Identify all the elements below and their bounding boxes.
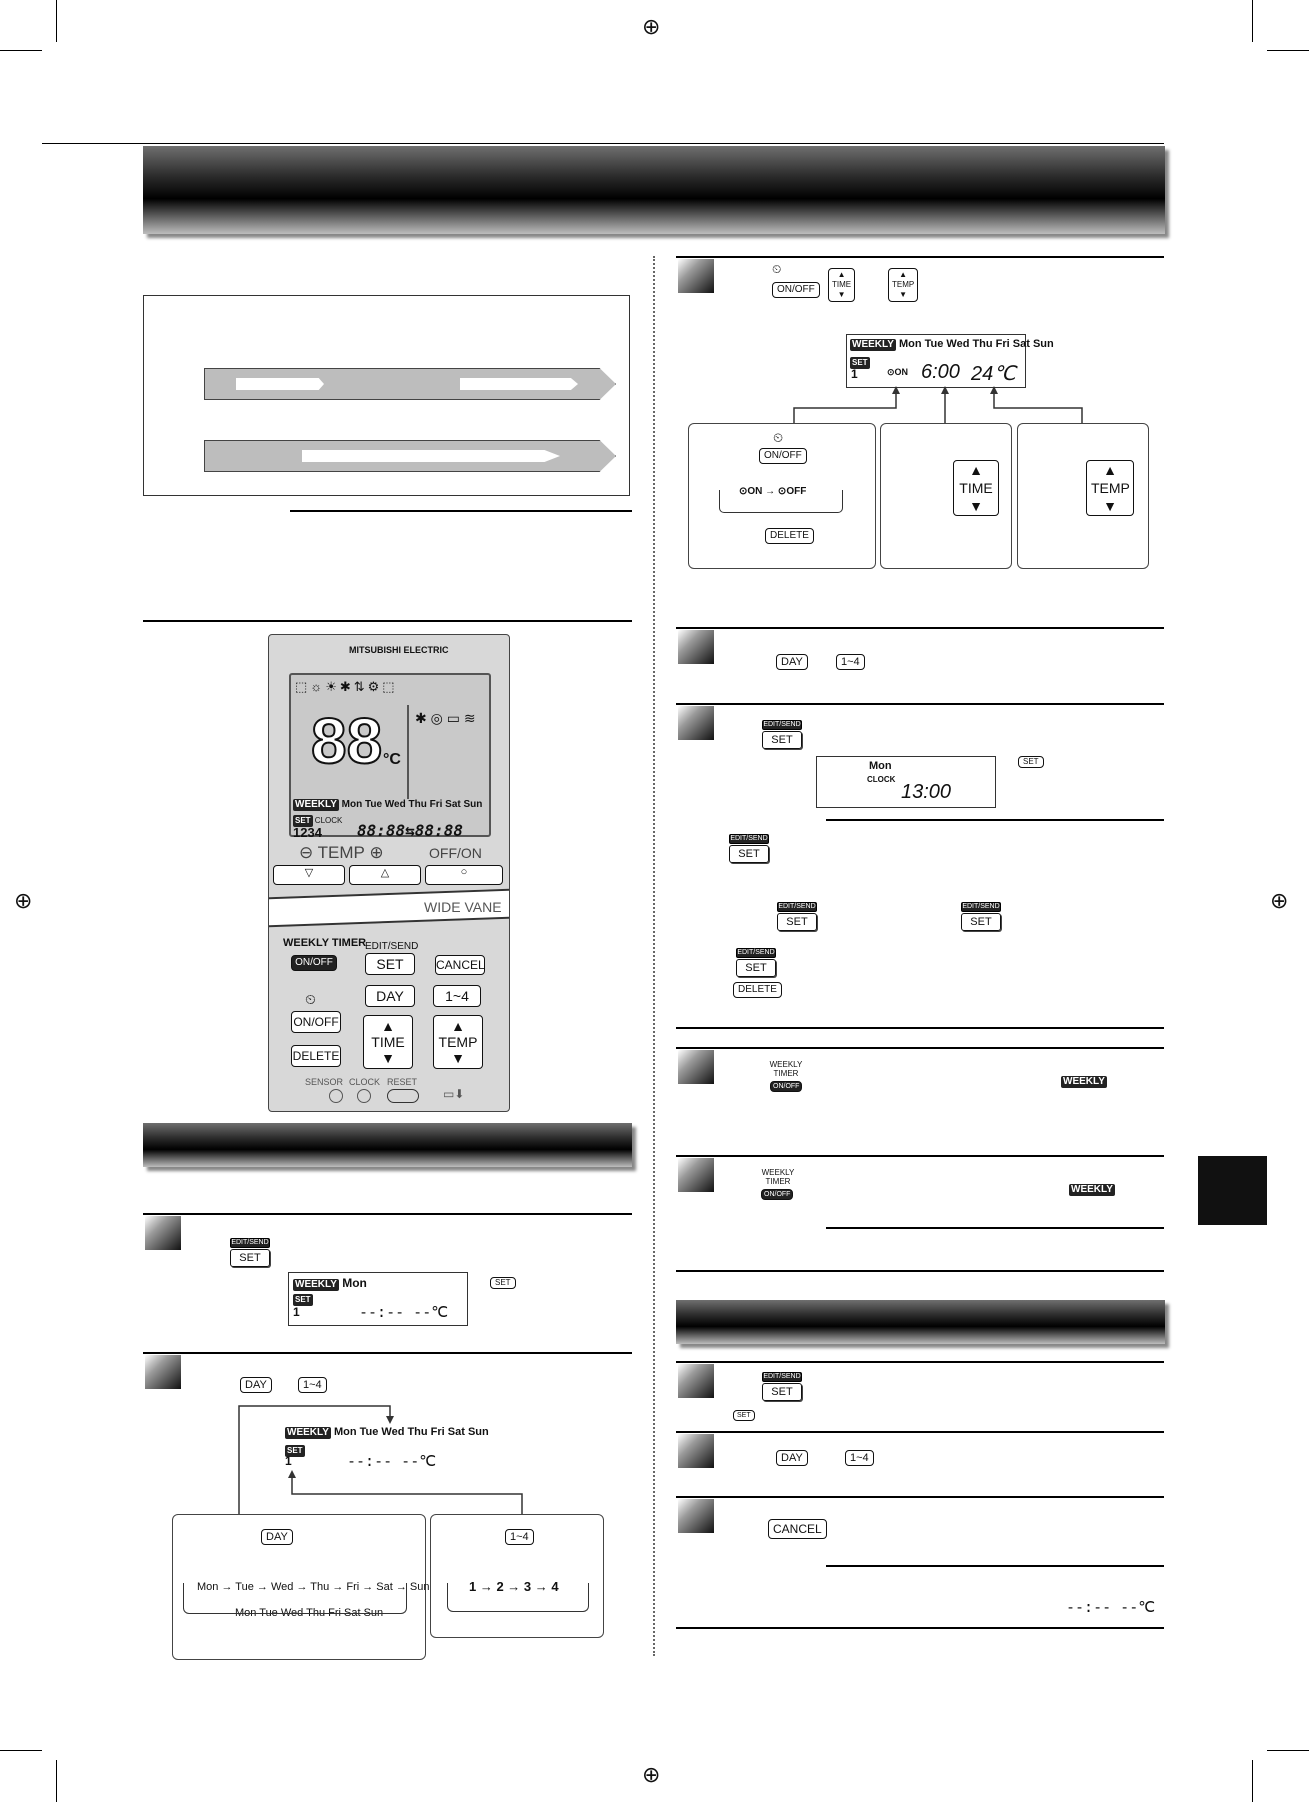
remote-lcd [289, 673, 491, 840]
lcd-set-badge: SET [295, 1295, 311, 1304]
lcd-value: --:-- --℃ [347, 1452, 437, 1470]
step-marker [678, 706, 714, 740]
step-marker [145, 1216, 181, 1250]
down-arrow-icon: ▼ [451, 1050, 465, 1066]
lcd-set-badge: SET [852, 358, 868, 367]
lcd-set-badge: SET [287, 1446, 303, 1455]
cycle-loop [183, 1583, 407, 1614]
section-rule [143, 620, 632, 622]
note-rule [826, 819, 1164, 821]
battery-icon: ▭⬇ [443, 1087, 465, 1101]
registration-mark: ⊕ [642, 1762, 661, 1787]
crop-mark [0, 50, 42, 51]
schedule-segment [460, 378, 578, 390]
lcd-number: 1 [293, 1305, 300, 1319]
lcd-days: Mon Tue Wed Thu Fri Sat Sun [898, 338, 1054, 350]
one-four-button[interactable]: 1~4 [298, 1377, 327, 1393]
offon-label: OFF/ON [429, 845, 482, 861]
crop-mark [56, 1760, 57, 1802]
edit-send-label: EDIT/SEND [763, 1373, 801, 1380]
set-button[interactable] [729, 834, 769, 864]
lcd-on: ⊙ON [887, 367, 909, 377]
page-header-band [143, 146, 1165, 234]
weekly-timer-onoff-button[interactable]: ON/OFF [761, 1189, 793, 1200]
registration-mark: ⊕ [1270, 888, 1289, 913]
set-button[interactable]: SET [365, 953, 415, 975]
edit-send-label: EDIT/SEND [737, 949, 775, 956]
weekly-badge: WEEKLY [1063, 1076, 1105, 1087]
lcd-day: Mon [342, 1276, 367, 1290]
day-cycle: Mon → Tue → Wed → Thu → Fri → Sat → Sun [197, 1581, 430, 1593]
set-button[interactable] [736, 948, 776, 978]
note-rule [826, 1227, 1164, 1229]
temp-button[interactable]: ▲ TEMP ▼ [888, 268, 918, 302]
delete-button[interactable]: DELETE [733, 982, 782, 998]
remote-controller [268, 634, 510, 1112]
temp-box [1017, 423, 1149, 569]
reset-label: RESET [387, 1077, 418, 1087]
time-button-label: TIME [832, 280, 852, 289]
temp-button[interactable] [433, 1015, 483, 1069]
set-badge: SET [1018, 756, 1044, 768]
time-button-label: TIME [959, 480, 993, 496]
set-key-label: SET [762, 1383, 802, 1401]
lcd-value: --:-- --℃ [359, 1303, 449, 1321]
temp-button-label: TEMP [1091, 480, 1130, 496]
connector-lines [790, 384, 1090, 424]
onoff-button[interactable]: ON/OFF [772, 282, 820, 298]
step-rule [676, 627, 1164, 629]
cancel-button[interactable]: CANCEL [768, 1519, 827, 1539]
wide-vane-label: WIDE VANE [424, 899, 502, 915]
step-marker [678, 1499, 714, 1533]
section-tab [1198, 1156, 1267, 1225]
step-rule [676, 1496, 1164, 1498]
crop-mark [1252, 0, 1253, 42]
lcd-degc: °C [383, 751, 401, 768]
set-button[interactable] [230, 1238, 270, 1268]
temp-button-label: TEMP [892, 280, 915, 289]
set-button[interactable] [762, 720, 802, 750]
weekly-timer-label: WEEKLY TIMER [769, 1060, 803, 1078]
one-four-button[interactable]: 1~4 [433, 985, 481, 1007]
crop-mark [56, 0, 57, 42]
plus-icon: ⊕ [369, 843, 384, 862]
lcd-divider [407, 705, 409, 799]
step-marker [678, 1434, 714, 1468]
set-key-label: SET [736, 959, 776, 977]
step-marker [678, 1364, 714, 1398]
lcd-clock: CLOCK [314, 816, 343, 825]
section-rule [676, 1027, 1164, 1029]
lcd-time: 6:00 [921, 361, 960, 383]
edit-send-label: EDIT/SEND [365, 941, 419, 952]
step-marker [678, 1050, 714, 1084]
weekly-timer-label: WEEKLY TIMER [283, 937, 367, 949]
one-four-button[interactable]: 1~4 [836, 654, 865, 670]
cycle-loop [447, 1583, 589, 1612]
clock-button[interactable] [357, 1089, 371, 1103]
lcd-weekly-badge: WEEKLY [852, 339, 894, 350]
lcd-number: 1 [285, 1454, 292, 1468]
step-marker [678, 630, 714, 664]
cleared-value: --:-- --℃ [1066, 1598, 1156, 1616]
step-rule [143, 1213, 632, 1215]
day-button[interactable]: DAY [261, 1529, 293, 1545]
cycle-loop [719, 490, 843, 513]
lcd-1234: 1234 [293, 825, 322, 840]
down-arrow-icon: ▼ [381, 1050, 395, 1066]
step-rule [676, 1047, 1164, 1049]
time-button[interactable]: ▲ TIME ▼ [953, 460, 999, 516]
lcd-clock: CLOCK [867, 775, 896, 784]
mode-icons: ⬚☼☀✱⇅⚙⬚ [295, 679, 398, 694]
cancel-button[interactable]: CANCEL [435, 955, 485, 975]
time-button-label: TIME [371, 1034, 405, 1050]
set-button[interactable] [762, 1372, 802, 1402]
step-rule [676, 1155, 1164, 1157]
set-key-label: SET [961, 913, 1001, 931]
temp-label: TEMP [317, 843, 365, 862]
lcd-temperature: 88 [311, 705, 383, 777]
up-arrow-icon: ▲ [381, 1018, 395, 1034]
delete-button[interactable]: DELETE [291, 1045, 341, 1067]
set-button[interactable] [961, 902, 1001, 932]
set-badge: SET [733, 1410, 755, 1421]
brand-logo: MITSUBISHI ELECTRIC [349, 645, 449, 655]
section-rule [676, 1270, 1164, 1272]
lcd-day: Mon [869, 760, 892, 772]
step-marker [678, 1158, 714, 1192]
section-header-band [143, 1123, 632, 1167]
day-cycle-box [172, 1514, 430, 1660]
up-arrow-icon: ▲ [451, 1018, 465, 1034]
step-rule [676, 256, 1164, 258]
top-rule [42, 143, 1164, 144]
step-rule [676, 703, 1164, 705]
fan-icons: ✱ ◎ ▭ ≋ [415, 710, 476, 726]
schedule-segment [302, 450, 560, 462]
clock-icon: ⏲ [773, 430, 784, 445]
temp-up-button[interactable]: △ [349, 865, 421, 885]
registration-mark: ⊕ [14, 888, 33, 913]
number-cycle: 1 → 2 → 3 → 4 [469, 1579, 559, 1594]
sensor-label: SENSOR [305, 1077, 344, 1087]
set-key-label: SET [230, 1249, 270, 1267]
time-button[interactable] [363, 1015, 413, 1069]
one-four-button[interactable]: 1~4 [845, 1450, 874, 1466]
column-divider [653, 256, 655, 1656]
crop-mark [1252, 1760, 1253, 1802]
crop-mark [0, 1750, 42, 1751]
one-four-button[interactable]: 1~4 [505, 1529, 534, 1545]
lcd-set-badge: SET [295, 816, 311, 825]
set-key-label: SET [729, 845, 769, 863]
day-button[interactable]: DAY [776, 654, 808, 670]
lcd-number: 1 [851, 367, 858, 381]
step-marker [145, 1355, 181, 1389]
note-rule [826, 1565, 1164, 1567]
number-cycle-box [430, 1514, 604, 1638]
minus-icon: ⊖ [299, 843, 314, 862]
temp-button[interactable]: ▲ TEMP ▼ [1086, 460, 1134, 516]
clock-label: CLOCK [349, 1077, 381, 1087]
set-button[interactable] [777, 902, 817, 932]
program-lcd [846, 334, 1054, 388]
edit-send-label: EDIT/SEND [763, 721, 801, 728]
crop-mark [1267, 50, 1309, 51]
onoff-box [688, 423, 876, 569]
weekly-timer-label: WEEKLY TIMER [761, 1168, 795, 1186]
edit-send-label: EDIT/SEND [231, 1239, 269, 1246]
edit-send-label: EDIT/SEND [730, 835, 768, 842]
lcd-weekly-badge: WEEKLY [295, 799, 337, 810]
lcd-days: Mon Tue Wed Thu Fri Sat Sun [333, 1426, 489, 1438]
temp-button-label: TEMP [438, 1034, 478, 1050]
sensor-button[interactable] [329, 1089, 343, 1103]
lcd-weekly-badge: WEEKLY [295, 1279, 337, 1290]
step1-lcd [288, 1272, 468, 1326]
clock-icon: ⏲ [772, 262, 782, 276]
set-badge: SET [490, 1277, 516, 1289]
weekly-timer-onoff-button[interactable]: ON/OFF [291, 955, 337, 971]
connector-lines [230, 1400, 530, 1520]
onoff-cycle: ⊙ON → ⊙OFF [739, 486, 807, 497]
set-key-label: SET [762, 731, 802, 749]
clock-lcd [816, 756, 996, 808]
set-key-label: SET [777, 913, 817, 931]
schedule-diagram-box [143, 295, 630, 496]
edit-send-label: EDIT/SEND [962, 903, 1000, 910]
time-button[interactable]: ▲ TIME ▼ [828, 268, 855, 302]
lcd-days: Mon Tue Wed Thu Fri Sat Sun [341, 799, 483, 810]
registration-mark: ⊕ [642, 14, 661, 39]
clock-icon: ⏲ [305, 991, 316, 1007]
section-rule [676, 1627, 1164, 1629]
weekly-badge: WEEKLY [1071, 1184, 1113, 1195]
onoff-button[interactable]: ON/OFF [759, 448, 807, 464]
step-rule [676, 1361, 1164, 1363]
lcd-time: 88:88⇆88:88 [357, 821, 463, 840]
crop-mark [1267, 1750, 1309, 1751]
edit-send-label: EDIT/SEND [778, 903, 816, 910]
note-rule [290, 510, 632, 512]
step-rule [676, 1431, 1164, 1433]
weekly-timer-onoff-button[interactable]: ON/OFF [770, 1081, 802, 1092]
day-button[interactable]: DAY [776, 1450, 808, 1466]
day-return: Mon Tue Wed Thu Fri Sat Sun [235, 1607, 384, 1619]
reset-button[interactable] [387, 1089, 419, 1103]
power-button[interactable]: ○ [425, 865, 503, 885]
onoff-button[interactable]: ON/OFF [291, 1011, 341, 1033]
lcd-temp: 24℃ [971, 363, 1016, 385]
step-marker [678, 259, 714, 293]
time-box [880, 423, 1012, 569]
temp-down-button[interactable]: ▽ [273, 865, 345, 885]
lcd-weekly-badge: WEEKLY [287, 1427, 329, 1438]
section-header-band [676, 1300, 1165, 1344]
day-button[interactable]: DAY [240, 1377, 272, 1393]
day-button[interactable]: DAY [365, 985, 415, 1007]
schedule-segment [236, 378, 324, 390]
delete-button[interactable]: DELETE [765, 528, 814, 544]
step-rule [143, 1352, 632, 1354]
lcd-time: 13:00 [901, 781, 952, 803]
